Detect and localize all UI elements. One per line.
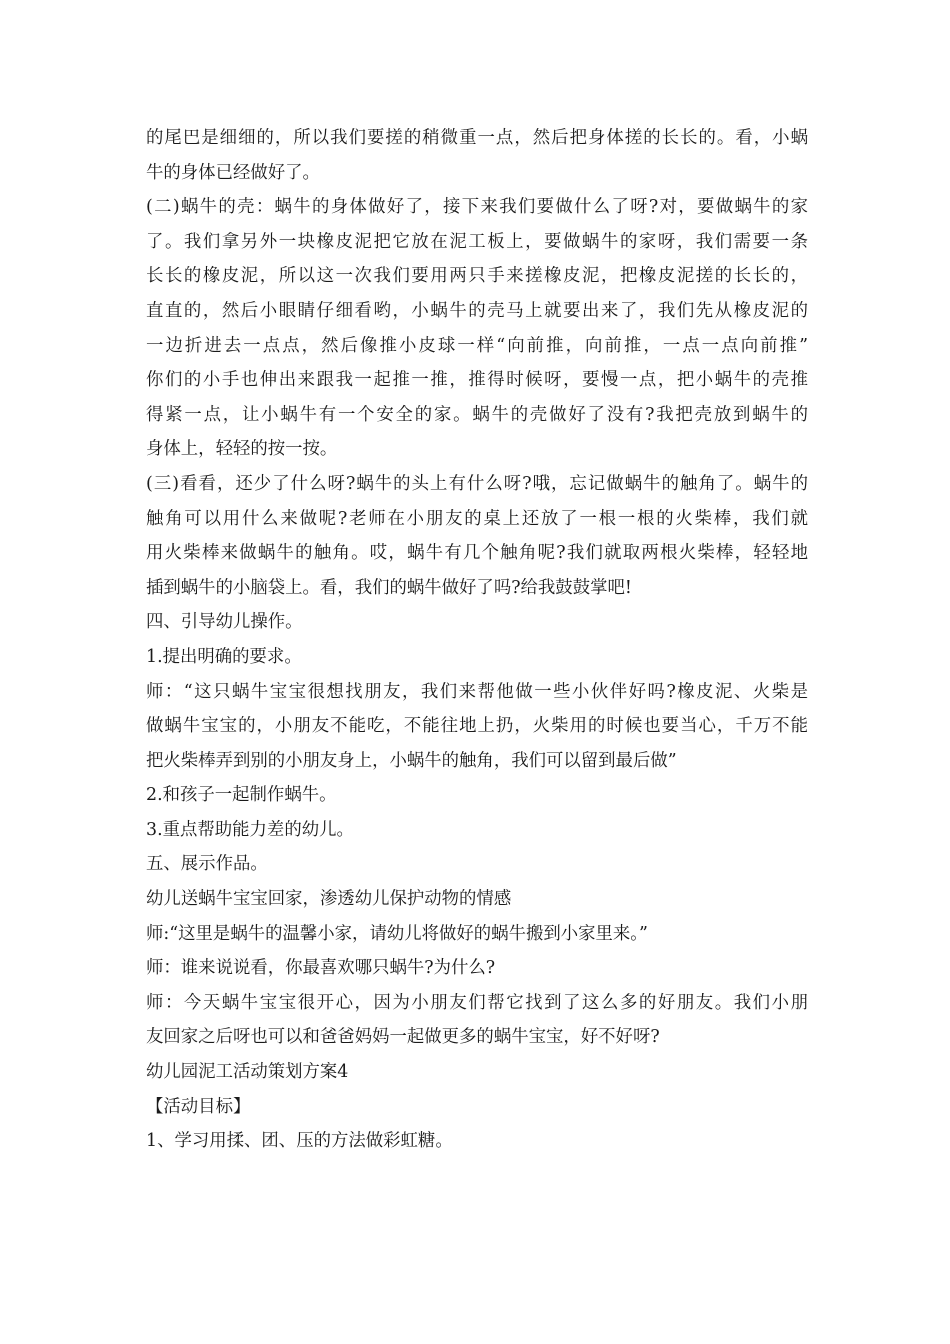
text-line: 师：今天蜗牛宝宝很开心，因为小朋友们帮它找到了这么多的好朋友。我们小朋 xyxy=(146,992,808,1013)
document-body xyxy=(146,121,808,1159)
text-line: 用火柴棒来做蜗牛的触角。哎，蜗牛有几个触角呢?我们就取两根火柴棒，轻轻地 xyxy=(146,543,808,564)
text-line: 的尾巴是细细的，所以我们要搓的稍微重一点，然后把身体搓的长长的。看，小蜗 xyxy=(146,128,808,148)
text-line: 幼儿园泥工活动策划方案4 xyxy=(146,1062,349,1083)
text-line: 友回家之后呀也可以和爸爸妈妈一起做更多的蜗牛宝宝，好不好呀? xyxy=(146,1027,660,1048)
text-line: 直直的，然后小眼睛仔细看哟，小蜗牛的壳马上就要出来了，我们先从橡皮泥的 xyxy=(146,300,808,321)
text-line: 幼儿送蜗牛宝宝回家，渗透幼儿保护动物的情感 xyxy=(146,889,512,910)
text-line: 一边折进去一点点，然后像推小皮球一样“向前推，向前推，一点一点向前推” xyxy=(146,335,808,356)
text-line: 1.提出明确的要求。 xyxy=(146,646,302,667)
text-line: (三)看看，还少了什么呀?蜗牛的头上有什么呀?哦，忘记做蜗牛的触角了。蜗牛的 xyxy=(146,473,808,494)
text-line: 插到蜗牛的小脑袋上。看，我们的蜗牛做好了吗?给我鼓鼓掌吧! xyxy=(146,577,632,598)
text-line: 师：“这只蜗牛宝宝很想找朋友，我们来帮他做一些小伙伴好吗?橡皮泥、火柴是 xyxy=(146,681,808,702)
text-line: (二)蜗牛的壳：蜗牛的身体做好了，接下来我们要做什么了呀?对，要做蜗牛的家 xyxy=(146,197,808,218)
text-line: 牛的身体已经做好了。 xyxy=(146,162,320,183)
text-line: 身体上，轻轻的按一按。 xyxy=(146,439,338,460)
text-line: 得紧一点，让小蜗牛有一个安全的家。蜗牛的壳做好了没有?我把壳放到蜗牛的 xyxy=(146,404,808,425)
text-line: 触角可以用什么来做呢?老师在小朋友的桌上还放了一根一根的火柴棒，我们就 xyxy=(146,508,808,529)
text-line: 五、展示作品。 xyxy=(146,854,268,875)
text-line: 了。我们拿另外一块橡皮泥把它放在泥工板上，要做蜗牛的家呀，我们需要一条 xyxy=(146,231,808,252)
text-line: 3.重点帮助能力差的幼儿。 xyxy=(146,819,354,840)
text-line: 四、引导幼儿操作。 xyxy=(146,612,303,633)
text-line: 师:“这里是蜗牛的温馨小家，请幼儿将做好的蜗牛搬到小家里来。” xyxy=(146,923,648,944)
text-line: 你们的小手也伸出来跟我一起推一推，推得时候呀，要慢一点，把小蜗牛的壳推 xyxy=(146,370,808,391)
text-line: 长长的橡皮泥，所以这一次我们要用两只手来搓橡皮泥，把橡皮泥搓的长长的， xyxy=(146,266,808,287)
text-line: 【活动目标】 xyxy=(146,1096,251,1117)
text-line: 1、学习用揉、团、压的方法做彩虹糖。 xyxy=(146,1131,453,1152)
text-line: 把火柴棒弄到别的小朋友身上，小蜗牛的触角，我们可以留到最后做” xyxy=(146,750,677,771)
text-line: 2.和孩子一起制作蜗牛。 xyxy=(146,785,337,806)
text-line: 师：谁来说说看，你最喜欢哪只蜗牛?为什么? xyxy=(146,958,496,979)
text-line: 做蜗牛宝宝的，小朋友不能吃，不能往地上扔，火柴用的时候也要当心，千万不能 xyxy=(146,716,808,737)
